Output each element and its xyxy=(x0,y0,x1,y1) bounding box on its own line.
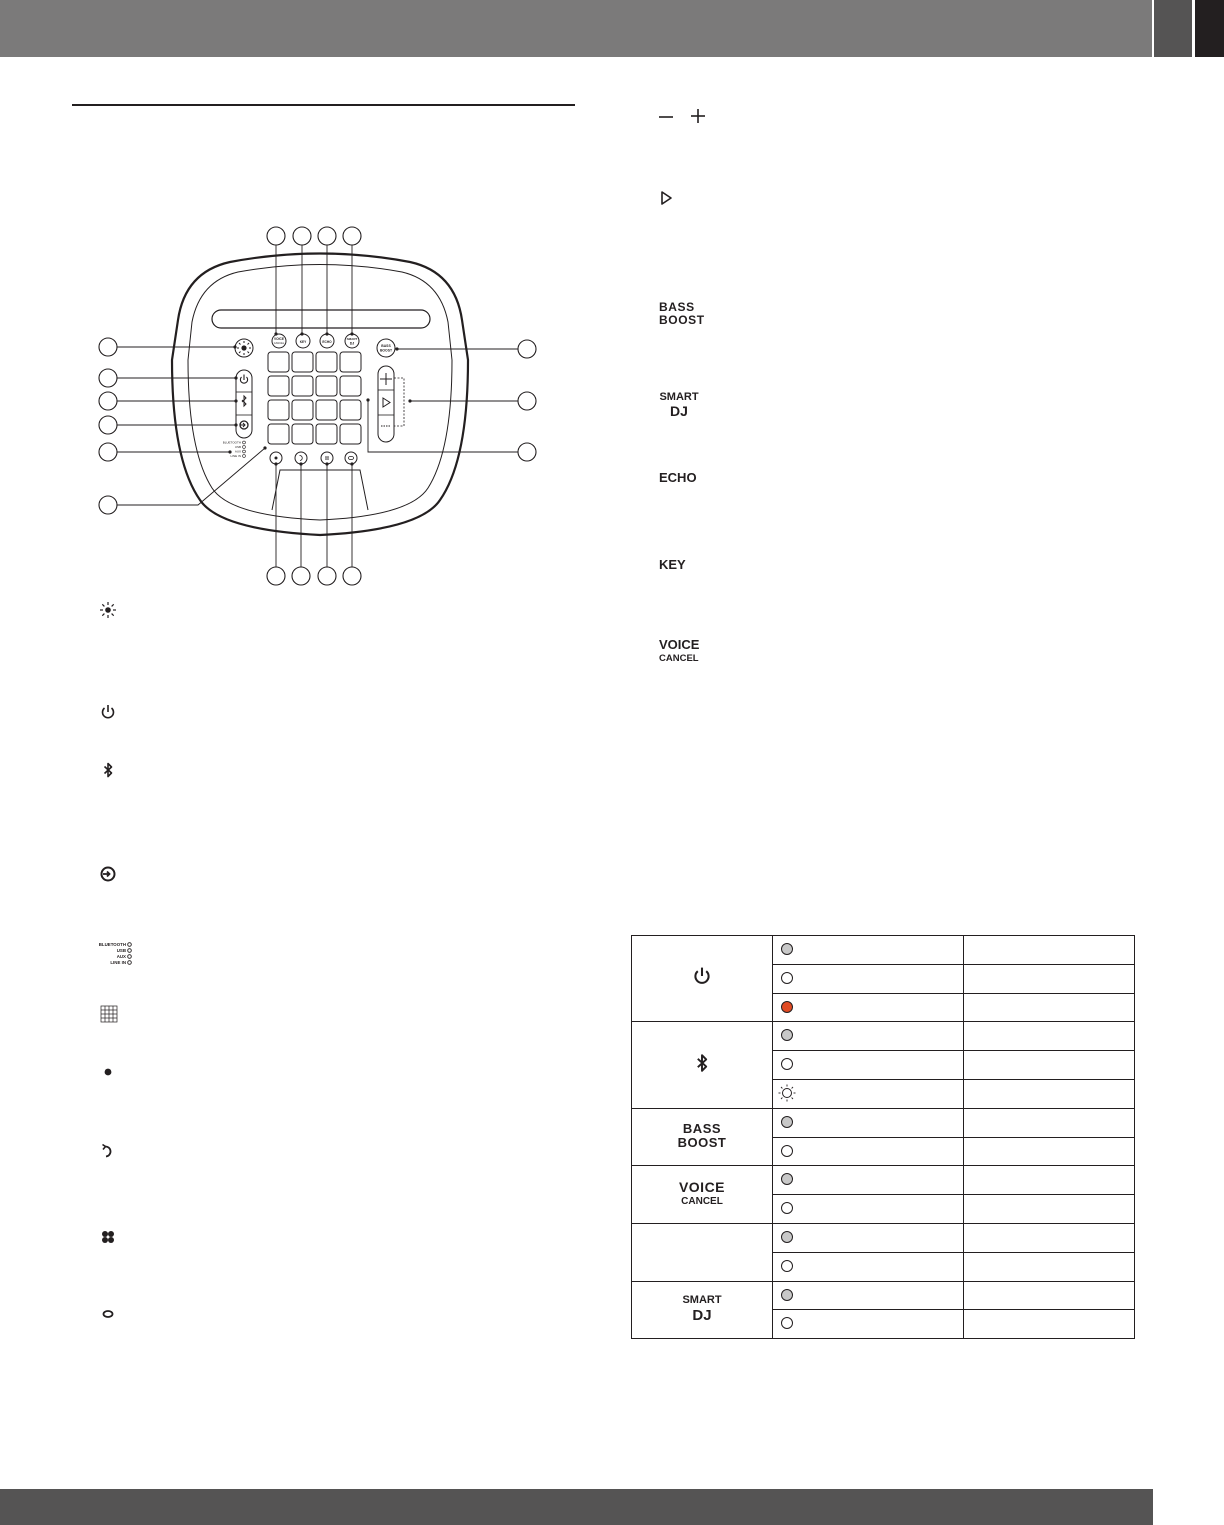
bass-boost-table-label xyxy=(678,1122,727,1149)
loop-button[interactable] xyxy=(345,452,357,464)
bass-boost-group-cell xyxy=(632,1108,773,1166)
source-led-legend-aux: AUX xyxy=(116,954,126,959)
led-on-indicator xyxy=(781,1260,793,1272)
play-icon xyxy=(656,188,676,208)
bluetooth-group-cell xyxy=(632,1022,773,1108)
table-row xyxy=(632,1022,1135,1051)
source-led-label-usb: USB xyxy=(234,445,241,449)
bass-boost-table-label-line2: BOOST xyxy=(677,1134,727,1150)
drum-pad-grid[interactable] xyxy=(268,352,361,444)
bass-boost-label-line2: BOOST xyxy=(659,312,705,327)
table-row xyxy=(632,1166,1135,1195)
smart-dj-button-label2: DJ xyxy=(349,341,355,346)
key-label: KEY xyxy=(659,557,686,572)
light-icon xyxy=(98,600,118,620)
source-led-label-bluetooth: BLUETOOTH xyxy=(222,440,241,445)
voice-cancel-table-label-line1: VOICE xyxy=(678,1179,726,1196)
source-led-legend-line-in: LINE IN xyxy=(110,960,126,965)
bass-boost-button[interactable] xyxy=(377,339,395,357)
pad-grid-icon xyxy=(99,1004,119,1024)
smart-dj-table-label-line1: SMART xyxy=(682,1294,722,1307)
source-led-legend-usb: USB xyxy=(116,948,126,953)
play-button[interactable] xyxy=(383,398,390,407)
smart-dj-group-cell xyxy=(632,1281,773,1339)
voice-cancel-button-label2: CANCEL xyxy=(273,342,285,345)
smart-dj-label-line1: SMART xyxy=(659,391,699,403)
source-led-label-line-in: LINE IN xyxy=(230,454,241,458)
led-on-indicator xyxy=(781,1317,793,1329)
led-on-indicator xyxy=(781,1058,793,1070)
led-red-indicator xyxy=(781,1001,793,1013)
undo-button[interactable] xyxy=(295,452,307,464)
source-button[interactable] xyxy=(240,421,248,429)
led-off-indicator xyxy=(781,1029,793,1041)
table-row xyxy=(632,936,1135,965)
bass-boost-button-label2: BOOST xyxy=(379,348,393,353)
echo-button-label: ECHO xyxy=(322,340,332,344)
key-button-label: KEY xyxy=(299,340,307,344)
speaker-inner-outline xyxy=(188,265,452,521)
smart-dj-table-label xyxy=(682,1295,721,1323)
table-row xyxy=(632,1108,1135,1137)
record-icon xyxy=(98,1062,118,1082)
smart-dj-table-label-line2: DJ xyxy=(692,1306,712,1324)
power-icon xyxy=(98,702,118,722)
source-led-icon xyxy=(86,940,134,968)
voice-cancel-label-line1: VOICE xyxy=(659,637,700,652)
callout-markers xyxy=(99,227,536,585)
voice-cancel-button-label1: VOICE xyxy=(274,337,284,341)
table-row xyxy=(632,1281,1135,1310)
pattern-icon xyxy=(98,1227,118,1247)
led-off-indicator xyxy=(781,1116,793,1128)
undo-icon xyxy=(98,1141,118,1161)
header-block-dark xyxy=(1195,0,1224,57)
led-off-indicator xyxy=(781,1289,793,1301)
light-button[interactable] xyxy=(235,339,253,357)
bass-boost-button-label1: BASS xyxy=(381,344,391,348)
callout-leader-lines xyxy=(117,245,518,567)
smart-dj-button[interactable] xyxy=(345,334,359,348)
bluetooth-icon xyxy=(690,1051,714,1075)
footer-bar xyxy=(0,1489,1153,1525)
power-button[interactable] xyxy=(240,375,247,384)
unlabeled-group-cell xyxy=(632,1223,773,1281)
smart-dj-label xyxy=(659,392,699,418)
bass-boost-table-label-line1: BASS xyxy=(682,1121,722,1137)
bluetooth-button[interactable] xyxy=(242,396,246,406)
source-led-indicators xyxy=(223,441,241,459)
led-off-indicator xyxy=(781,1231,793,1243)
speaker-top-panel-diagram xyxy=(0,0,600,600)
echo-button[interactable] xyxy=(320,334,334,348)
plus-icon xyxy=(688,106,708,126)
power-icon xyxy=(690,964,714,988)
led-flashing-icon xyxy=(778,1084,796,1102)
minus-icon xyxy=(656,106,676,126)
led-on-indicator xyxy=(781,972,793,984)
led-off-indicator xyxy=(781,943,793,955)
smart-dj-label-line2: DJ xyxy=(670,403,688,419)
led-on-indicator xyxy=(781,1202,793,1214)
header-block-secondary xyxy=(1154,0,1192,57)
loop-icon xyxy=(98,1304,118,1324)
volume-up-button[interactable] xyxy=(380,373,392,385)
bass-boost-label-line1: BASS xyxy=(659,300,695,314)
record-button[interactable] xyxy=(270,452,282,464)
key-button[interactable] xyxy=(296,334,310,348)
echo-label: ECHO xyxy=(659,470,697,485)
power-group-cell xyxy=(632,936,773,1022)
table-row xyxy=(632,1223,1135,1252)
voice-cancel-table-label-line2: CANCEL xyxy=(681,1196,723,1208)
handle-slot xyxy=(212,310,430,328)
led-off-indicator xyxy=(781,1173,793,1185)
bass-boost-label xyxy=(659,301,705,326)
voice-cancel-group-cell xyxy=(632,1166,773,1224)
voice-cancel-label xyxy=(659,638,699,664)
led-status-table xyxy=(631,935,1135,1339)
pattern-button[interactable] xyxy=(321,452,333,464)
source-led-legend-bluetooth: BLUETOOTH xyxy=(98,942,126,947)
smart-dj-button-label1: SMART xyxy=(346,337,358,341)
voice-cancel-button[interactable] xyxy=(272,334,286,348)
voice-cancel-label-line2: CANCEL xyxy=(659,653,699,664)
source-led-label-aux: AUX xyxy=(234,449,241,454)
bluetooth-icon xyxy=(98,760,118,780)
voice-cancel-table-label xyxy=(679,1180,725,1207)
bottom-recess xyxy=(272,470,368,510)
led-on-indicator xyxy=(781,1145,793,1157)
source-icon xyxy=(98,864,118,884)
